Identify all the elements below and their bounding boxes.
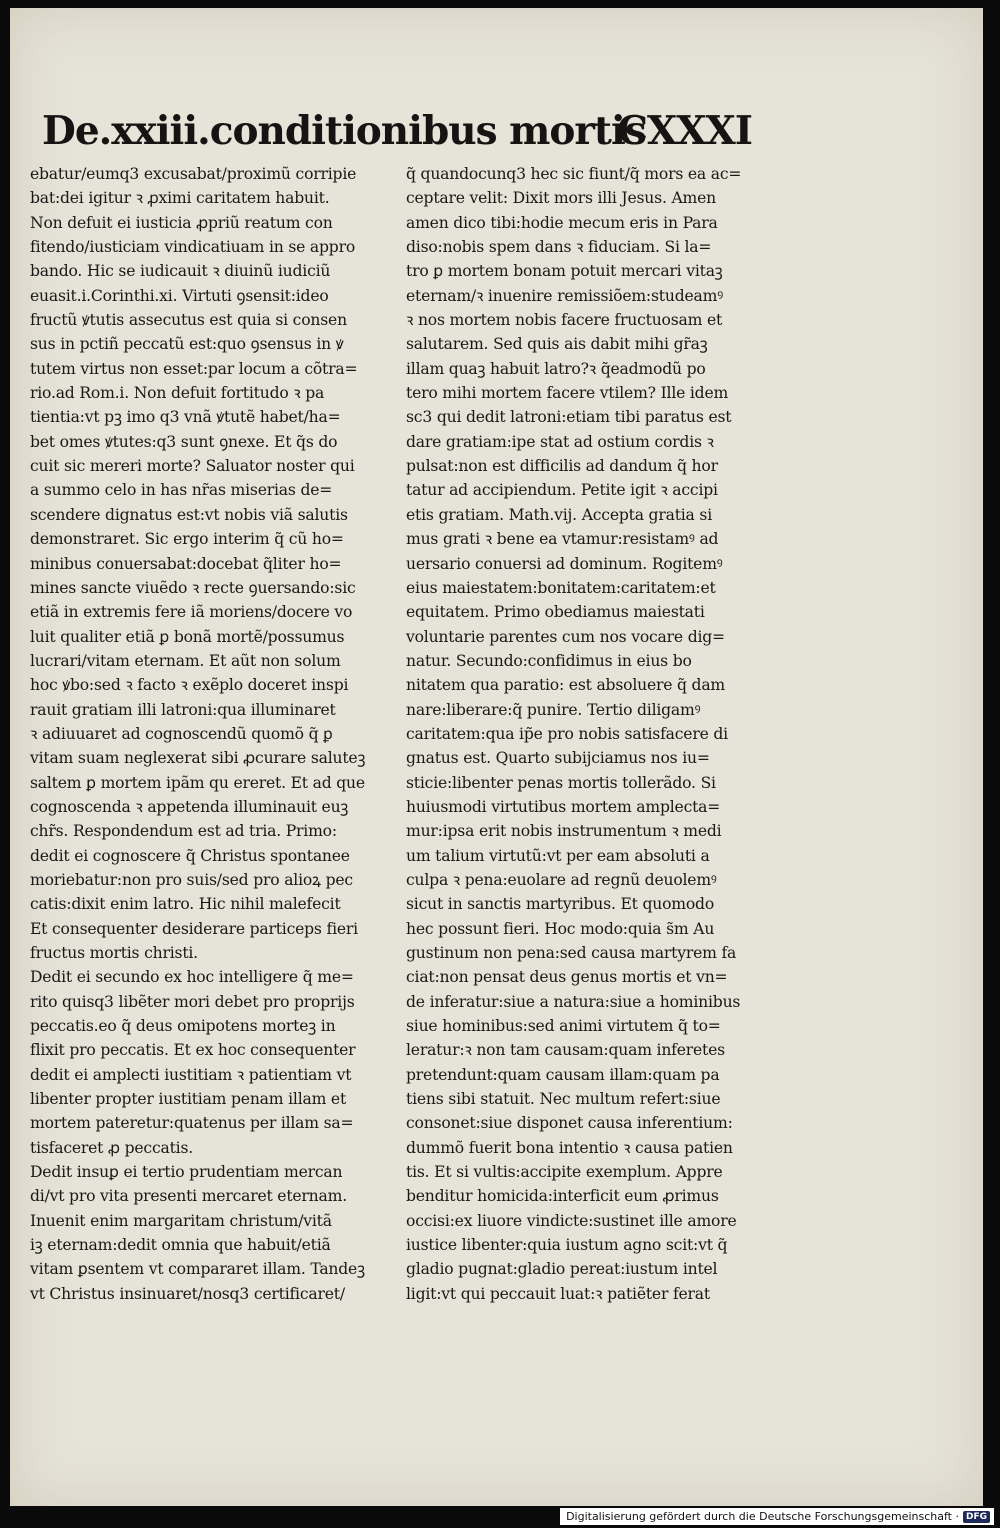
left-column-line: a summo celo in has nr̃as miserias de= <box>30 481 333 500</box>
right-column-line: illam quaꝫ habuit latro?ꝛ q̃eadmodũ po <box>406 359 706 378</box>
left-text-column <box>30 162 385 1306</box>
left-column-line: rauit gratiam illi latroni:qua illuminaret <box>30 700 336 719</box>
right-column-line: pulsat:non est difficilis ad dandum q̃ hor <box>406 457 718 476</box>
left-column-line: luit qualiter etiã ꝑ bonã mortẽ/possumus <box>30 627 345 646</box>
right-column-line: mur:ipsa erit nobis instrumentum ꝛ medi <box>406 822 722 841</box>
left-column-line: di/vt pro vita presenti mercaret eternam. <box>30 1187 347 1206</box>
right-column-line: equitatem. Primo obediamus maiestati <box>406 603 705 622</box>
left-column-line: sus in pctiñ peccatũ est:quo ꝯsensus in ꝟ <box>30 335 344 354</box>
right-column-line: iustice libenter:quia iustum agno scit:vt q̃ <box>406 1236 728 1255</box>
right-column-line: culpa ꝛ pena:euolare ad regnũ deuolemꝰ <box>406 870 717 889</box>
left-column-line: fructũ ꝟtutis assecutus est quia si consen <box>30 311 347 330</box>
left-column-line: hoc ꝟbo:sed ꝛ facto ꝛ exẽplo doceret inspi <box>30 676 349 695</box>
left-column-line: dedit ei amplecti iustitiam ꝛ patientiam vt <box>30 1065 352 1084</box>
right-column-line: dare gratiam:ipe stat ad ostium cordis ꝛ <box>406 432 714 451</box>
right-column-line: etis gratiam. Math.vij. Accepta gratia si <box>406 505 712 524</box>
right-column-line: sticie:libenter penas mortis tollerãdo. Si <box>406 773 716 792</box>
dfg-logo-icon: DFG <box>963 1511 990 1523</box>
left-column-line: saltem ꝑ mortem ipãm qu ereret. Et ad que <box>30 773 365 792</box>
left-column-line: bet omes ꝟtutes:q3 sunt ꝯnexe. Et q̃s do <box>30 432 338 451</box>
left-column-line: Dedit ei secundo ex hoc intelligere q̃ me= <box>30 968 354 987</box>
footer-bar <box>0 1506 1000 1528</box>
right-column-line: natur. Secundo:confidimus in eius bo <box>406 651 692 670</box>
left-column-line: mines sancte viuẽdo ꝛ recte ꝯuersando:sic <box>30 578 356 597</box>
left-column-line: cognoscenda ꝛ appetenda illuminauit euꝫ <box>30 797 349 816</box>
right-column-line: eternam/ꝛ inuenire remissiõem:studeamꝰ <box>406 286 723 305</box>
left-column-line: bat:dei igitur ꝛ ꝓximi caritatem habuit. <box>30 189 330 208</box>
right-column-line: benditur homicida:interficit eum ꝓrimus <box>406 1187 719 1206</box>
right-column-line: consonet:siue disponet causa inferentium: <box>406 1114 733 1133</box>
right-column-line: tro ꝑ mortem bonam potuit mercari vitaꝫ <box>406 262 723 281</box>
left-column-line: iꝫ eternam:dedit omnia que habuit/etiã <box>30 1236 331 1255</box>
right-column-line: ligit:vt qui peccauit luat:ꝛ patiẽter ferat <box>406 1284 710 1303</box>
running-header <box>42 108 752 158</box>
left-column-line: ebatur/eumq3 excusabat/proximũ corripie <box>30 165 357 183</box>
right-column-line: tatur ad accipiendum. Petite igit ꝛ accipi <box>406 481 718 500</box>
left-column-line: fructus mortis christi. <box>30 944 198 962</box>
left-column-line: cuit sic mereri morte? Saluator noster qui <box>30 457 355 476</box>
right-column-line: uersario conuersi ad dominum. Rogitemꝰ <box>406 554 723 573</box>
right-column-line: hec possunt fieri. Hoc modo:quia s̃m Au <box>406 919 715 938</box>
right-column-line: tis. Et si vultis:accipite exemplum. Appre <box>406 1163 723 1182</box>
right-column-line: sc3 qui dedit latroni:etiam tibi paratus est <box>406 408 732 427</box>
left-column-line: scendere dignatus est:vt nobis viã salutis <box>30 505 348 524</box>
left-column-line: minibus conuersabat:docebat q̃liter ho= <box>30 554 342 573</box>
right-column-line: siue hominibus:sed animi virtutem q̃ to= <box>406 1017 721 1036</box>
right-column-line: q̃ quandocunq3 hec sic fiunt/q̃ mors ea ac= <box>406 165 742 183</box>
right-column-line: ꝛ nos mortem nobis facere fructuosam et <box>406 311 723 330</box>
right-column-line: amen dico tibi:hodie mecum eris in Para <box>406 213 718 232</box>
right-column-line: pretendunt:quam causam illam:quam pa <box>406 1065 720 1084</box>
right-column-line: tiens sibi statuit. Nec multum refert:siue <box>406 1090 721 1109</box>
left-column-line: etiã in extremis fere iã moriens/docere vo <box>30 603 353 622</box>
right-column-line: nitatem qua paratio: est absoluere q̃ dam <box>406 676 726 695</box>
right-column-line: caritatem:qua ip̃e pro nobis satisfacere di <box>406 724 728 743</box>
left-column-line: mortem pateretur:quatenus per illam sa= <box>30 1114 354 1133</box>
right-column-line: leratur:ꝛ non tam causam:quam inferetes <box>406 1041 725 1060</box>
funding-credit-text: Digitalisierung gefördert durch die Deutsche Forschungsgemeinschaft · <box>566 1510 959 1523</box>
right-column-line: tero mihi mortem facere vtilem? Ille idem <box>406 384 729 403</box>
page-title: De.xxiii.conditionibus mortis <box>42 108 646 154</box>
left-column-line: dedit ei cognoscere q̃ Christus spontanee <box>30 846 350 865</box>
left-column-line: ꝛ adiuuaret ad cognoscendũ quomõ q̃ ꝑ <box>30 724 333 743</box>
left-column-line: chr̃s. Respondendum est ad tria. Primo: <box>30 822 337 841</box>
left-column-line: vitam ꝑsentem vt compararet illam. Tandeꝫ <box>30 1260 365 1279</box>
left-column-line: tutem virtus non esset:par locum a cõtra= <box>30 359 358 378</box>
left-column-line: peccatis.eo q̃ deus omipotens morteꝫ in <box>30 1017 336 1036</box>
left-column-line: catis:dixit enim latro. Hic nihil malefecit <box>30 895 341 914</box>
left-column-line: flixit pro peccatis. Et ex hoc consequenter <box>30 1041 356 1060</box>
right-column-line: um talium virtutũ:vt per eam absoluti a <box>406 846 710 865</box>
left-column-line: Et consequenter desiderare particeps fieri <box>30 919 358 938</box>
right-column-line: dummõ fuerit bona intentio ꝛ causa patien <box>406 1138 733 1157</box>
right-column-line: gladio pugnat:gladio pereat:iustum intel <box>406 1260 718 1279</box>
left-column-line: lucrari/vitam eternam. Et aũt non solum <box>30 651 341 670</box>
right-column-line: huiusmodi virtutibus mortem amplecta= <box>406 797 721 816</box>
funding-credit <box>560 1508 994 1525</box>
left-column-line: libenter propter iustitiam penam illam et <box>30 1090 347 1109</box>
right-column-line: gnatus est. Quarto subijciamus nos iu= <box>406 749 710 768</box>
left-column-line: demonstraret. Sic ergo interim q̃ cũ ho= <box>30 530 344 549</box>
left-column-line: Non defuit ei iusticia ꝓpriũ reatum con <box>30 213 333 232</box>
left-column-line: moriebatur:non pro suis/sed pro alioꝝ pec <box>30 870 353 889</box>
right-column-line: mus grati ꝛ bene ea vtamur:resistamꝰ ad <box>406 530 719 549</box>
left-column-line: bando. Hic se iudicauit ꝛ diuinũ iudiciũ <box>30 262 331 281</box>
right-column-line: gustinum non pena:sed causa martyrem fa <box>406 944 737 962</box>
right-column-line: nare:liberare:q̃ punire. Tertio diligamꝰ <box>406 700 701 719</box>
left-column-line: rito quisq3 libẽter mori debet pro proprijs <box>30 992 355 1011</box>
right-column-line: sicut in sanctis martyribus. Et quomodo <box>406 895 715 914</box>
left-column-line: vitam suam neglexerat sibi ꝓcurare saluteꝫ <box>30 749 366 768</box>
right-column-line: salutarem. Sed quis ais dabit mihi gr̃aꝫ <box>406 335 708 354</box>
right-column-line: voluntarie parentes cum nos vocare dig= <box>406 627 725 646</box>
left-column-line: Dedit insuꝑ ei tertio prudentiam mercan <box>30 1163 343 1182</box>
right-column-line: ciat:non pensat deus genus mortis et vn= <box>406 968 728 987</box>
left-column-line: rio.ad Rom.i. Non defuit fortitudo ꝛ pa <box>30 384 325 403</box>
left-column-line: vt Christus insinuaret/nosq3 certificaret/ <box>30 1284 345 1303</box>
folio-number: CXXXI <box>616 108 752 154</box>
book-page <box>10 8 983 1508</box>
left-column-line: tientia:vt pꝫ imo q3 vnã ꝟtutẽ habet/ha= <box>30 408 341 427</box>
right-column-line: de inferatur:siue a natura:siue a hominibus <box>406 992 741 1011</box>
left-column-line: fitendo/iusticiam vindicatiuam in se appro <box>30 238 356 257</box>
left-column-line: tisfaceret ꝓ peccatis. <box>30 1138 194 1157</box>
right-column-line: eius maiestatem:bonitatem:caritatem:et <box>406 578 716 597</box>
right-text-column <box>406 162 761 1306</box>
left-column-line: euasit.i.Corinthi.xi. Virtuti ꝯsensit:ideo <box>30 286 329 305</box>
right-column-line: occisi:ex liuore vindicte:sustinet ille amore <box>406 1211 737 1230</box>
left-column-line: Inuenit enim margaritam christum/vitã <box>30 1211 332 1230</box>
right-column-line: diso:nobis spem dans ꝛ fiduciam. Si la= <box>406 238 712 257</box>
right-column-line: ceptare velit: Dixit mors illi Jesus. Amen <box>406 189 716 208</box>
